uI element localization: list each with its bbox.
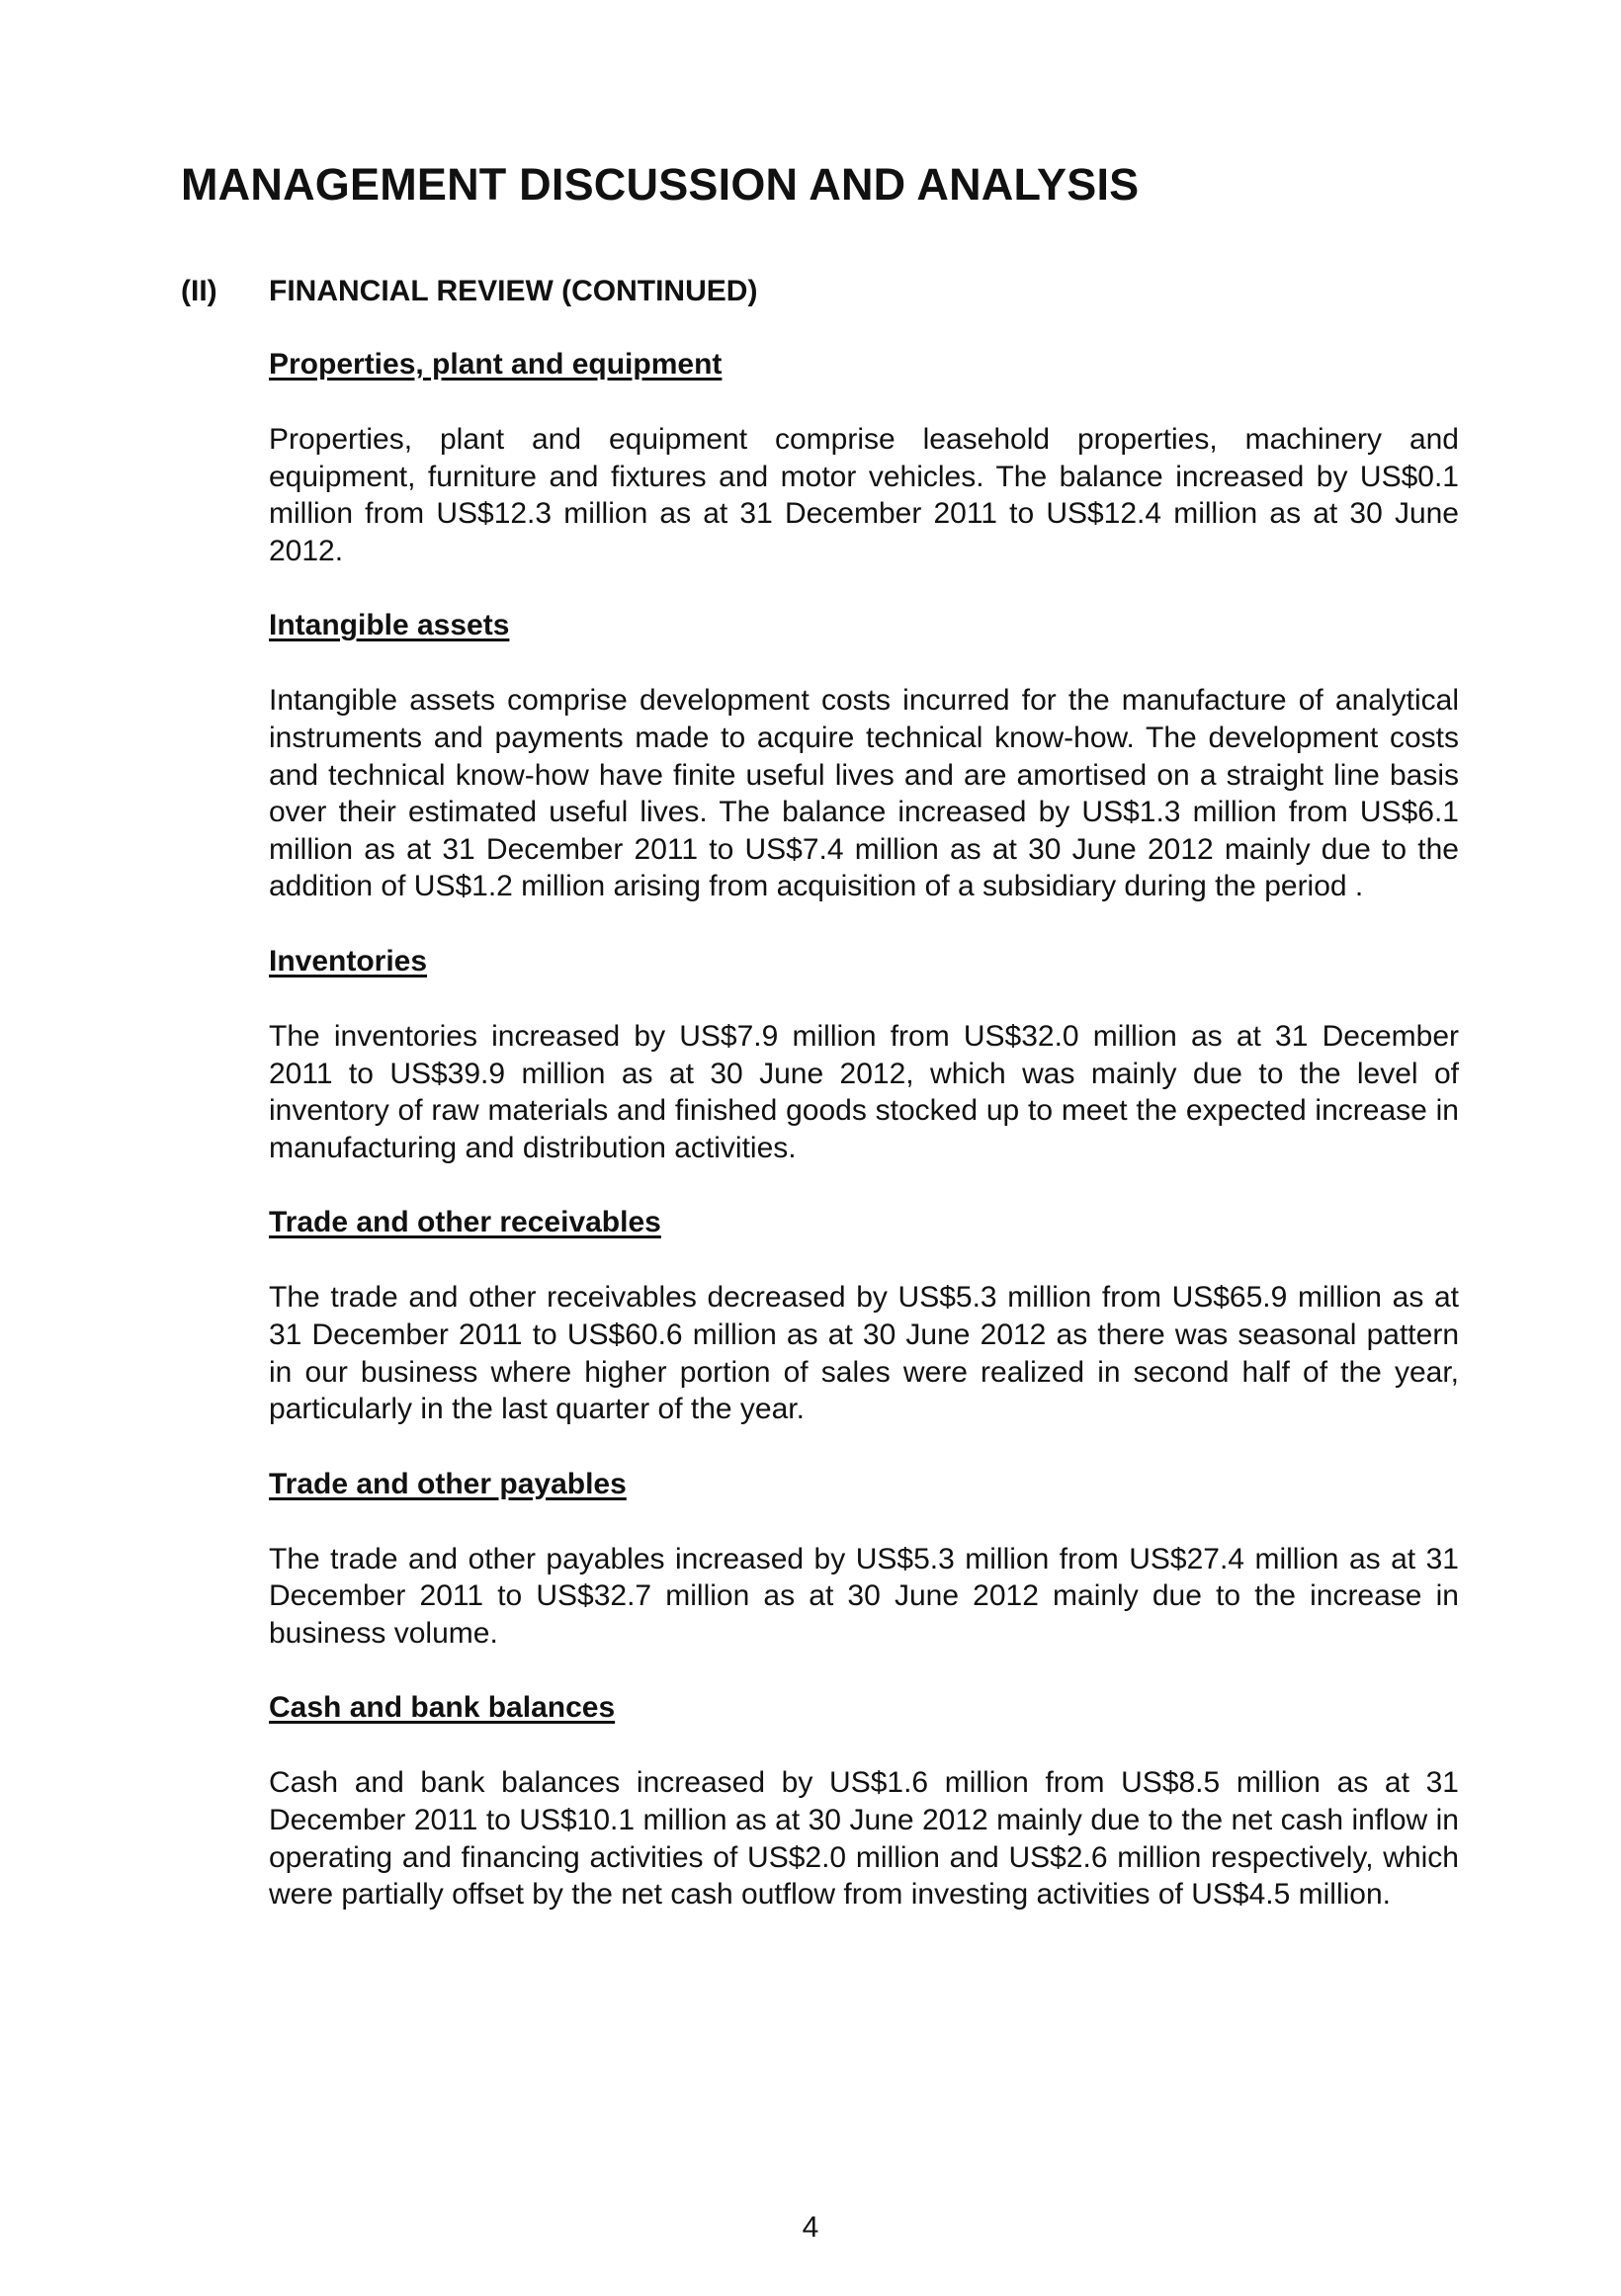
section-heading <box>181 274 1466 309</box>
subsection-heading-ppe: Properties, plant and equipment <box>269 348 723 381</box>
subsection-paragraph-receivables: The trade and other receivables decreased by US$5.3 million from US$65.9 million as at 31 December 2011 to US$60.6 million as at 30 June 2012 as there was seasonal pattern in our business where higher portion of sales were realized in second half of the year, particularly in the last quarter of the year. <box>269 1281 1459 1426</box>
subsection-heading-payables: Trade and other payables <box>269 1467 627 1500</box>
subsection-paragraph-ppe: Properties, plant and equipment comprise leasehold properties, machinery and equipment, furniture and fixtures and motor vehicles. The balance increased by US$0.1 million from US$12.3 million as at 31 December 2011 to US$12.4 million as at 30 June 2012. <box>269 423 1459 567</box>
subsection-paragraph-cash: Cash and bank balances increased by US$1.6 million from US$8.5 million as at 31 December 2011 to US$10.1 million as at 30 June 2012 mainly due to the net cash inflow in operating and financing activities of US$2.0 million and US$2.6 million respectively, which were partially offset by the net cash outflow from investing activities of US$4.5 million. <box>269 1766 1459 1912</box>
subsection-heading-cash: Cash and bank balances <box>269 1691 616 1725</box>
section-title: FINANCIAL REVIEW (CONTINUED) <box>269 275 758 307</box>
subsection-paragraph-payables: The trade and other payables increased by US$5.3 million from US$27.4 million as at 31 December 2011 to US$32.7 million as at 30 June 2012 mainly due to the increase in business volume. <box>269 1542 1459 1650</box>
subsection-heading-inventories: Inventories <box>269 944 428 978</box>
page-title: MANAGEMENT DISCUSSION AND ANALYSIS <box>181 159 1140 210</box>
subsection-paragraph-intangible-assets: Intangible assets comprise development costs incurred for the manufacture of analytical instruments and payments made to acquire technical know-how. The development costs and technical know-how have finite useful lives and are amortised on a straight line basis over their estimated useful lives. The balance increased by US$1.3 million from US$6.1 million as at 31 December 2011 to US$7.4 million as at 30 June 2012 mainly due to the addition of US$1.2 million arising from acquisition of a subsidiary during the period . <box>269 684 1459 903</box>
page-number: 4 <box>802 2211 819 2244</box>
section-number: (II) <box>181 275 217 307</box>
document-body <box>269 346 1459 1951</box>
subsection-paragraph-inventories: The inventories increased by US$7.9 million from US$32.0 million as at 31 December 2011 to US$39.9 million as at 30 June 2012, which was mainly due to the level of inventory of raw materials and finished goods stocked up to meet the expected increase in manufacturing and distribution activities. <box>269 1019 1459 1164</box>
subsection-heading-intangible-assets: Intangible assets <box>269 609 510 642</box>
subsection-heading-receivables: Trade and other receivables <box>269 1206 661 1239</box>
